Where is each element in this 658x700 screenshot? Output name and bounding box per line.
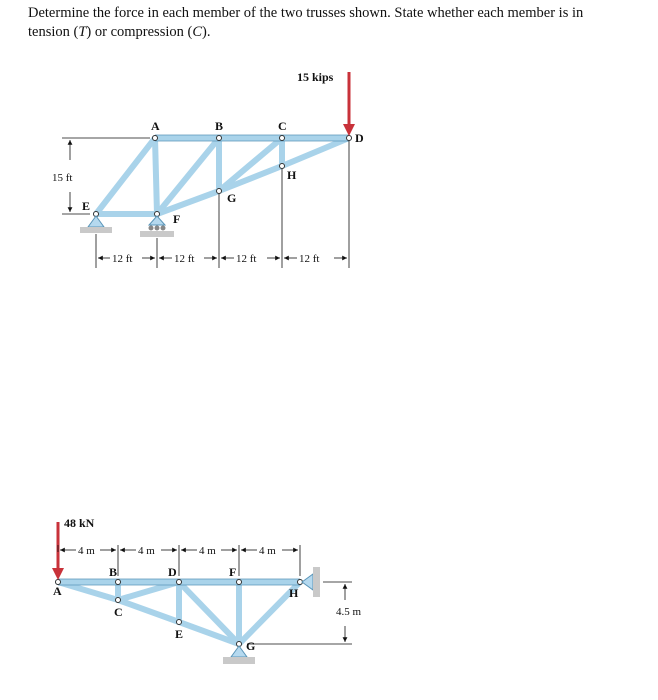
joint-A-pin [153, 136, 158, 141]
truss-1-label-F: F [173, 212, 181, 226]
truss-1-support-E [80, 216, 112, 233]
member-GH [219, 166, 282, 191]
truss-2-span-1: 4 m [78, 545, 95, 557]
truss-2-load-label: 48 kN [64, 516, 95, 530]
member-CE [118, 600, 179, 622]
truss-2-span-4: 4 m [259, 545, 276, 557]
joint-C-pin-2 [116, 598, 121, 603]
joint-H-pin [280, 164, 285, 169]
truss-1-label-H: H [287, 168, 297, 182]
truss-2-label-E: E [175, 627, 184, 641]
truss-1-label-C: C [278, 119, 287, 133]
truss-1-span-2: 12 ft [174, 253, 195, 265]
truss-2-height: 4.5 m [336, 606, 362, 618]
truss-1-label-A: A [151, 119, 160, 133]
joint-C-pin [280, 136, 285, 141]
member-HD [282, 138, 349, 166]
truss-2-label-C: C [114, 605, 123, 619]
joint-D-pin [347, 136, 352, 141]
truss-2-span-2: 4 m [138, 545, 155, 557]
truss-2-label-D: D [168, 565, 177, 579]
truss-1-label-E: E [82, 199, 91, 213]
member-GC [219, 138, 282, 191]
truss-1-label-G: G [227, 191, 237, 205]
joint-E-pin-2 [177, 620, 182, 625]
problem-text-3: ). [202, 24, 211, 40]
joint-B-pin-2 [116, 580, 121, 585]
truss-2 [52, 516, 362, 664]
truss-1-span-1: 12 ft [112, 253, 133, 265]
joint-F-pin-2 [237, 580, 242, 585]
truss-1-support-F [140, 216, 174, 237]
truss-1-label-B: B [215, 119, 224, 133]
truss-1-load-label: 15 kips [297, 70, 334, 84]
truss-2-label-H: H [289, 586, 299, 600]
truss-1-members [96, 138, 349, 214]
truss-2-support-H [302, 567, 320, 597]
truss-2-span-3: 4 m [199, 545, 216, 557]
truss-1-height: 15 ft [52, 172, 73, 184]
truss-2-label-A: A [53, 584, 62, 598]
joint-G-pin [217, 189, 222, 194]
problem-text-1: Determine the force in each member of the two trusses shown. State whether each member is in tension ( [28, 5, 584, 40]
truss-1-label-D: D [355, 131, 364, 145]
compression-symbol: C [192, 24, 202, 40]
truss-2-label-G: G [246, 639, 256, 653]
truss-1-span-3: 12 ft [236, 253, 257, 265]
truss-2-label-B: B [109, 565, 118, 579]
truss-2-label-F: F [229, 565, 237, 579]
member-EA [96, 138, 155, 214]
problem-text-2: ) or compression ( [86, 24, 193, 40]
truss-1-span-4: 12 ft [299, 253, 320, 265]
joint-D-pin-2 [177, 580, 182, 585]
member-FA [155, 138, 157, 214]
tension-symbol: T [78, 24, 87, 40]
joint-B-pin [217, 136, 222, 141]
truss-1 [52, 70, 364, 268]
